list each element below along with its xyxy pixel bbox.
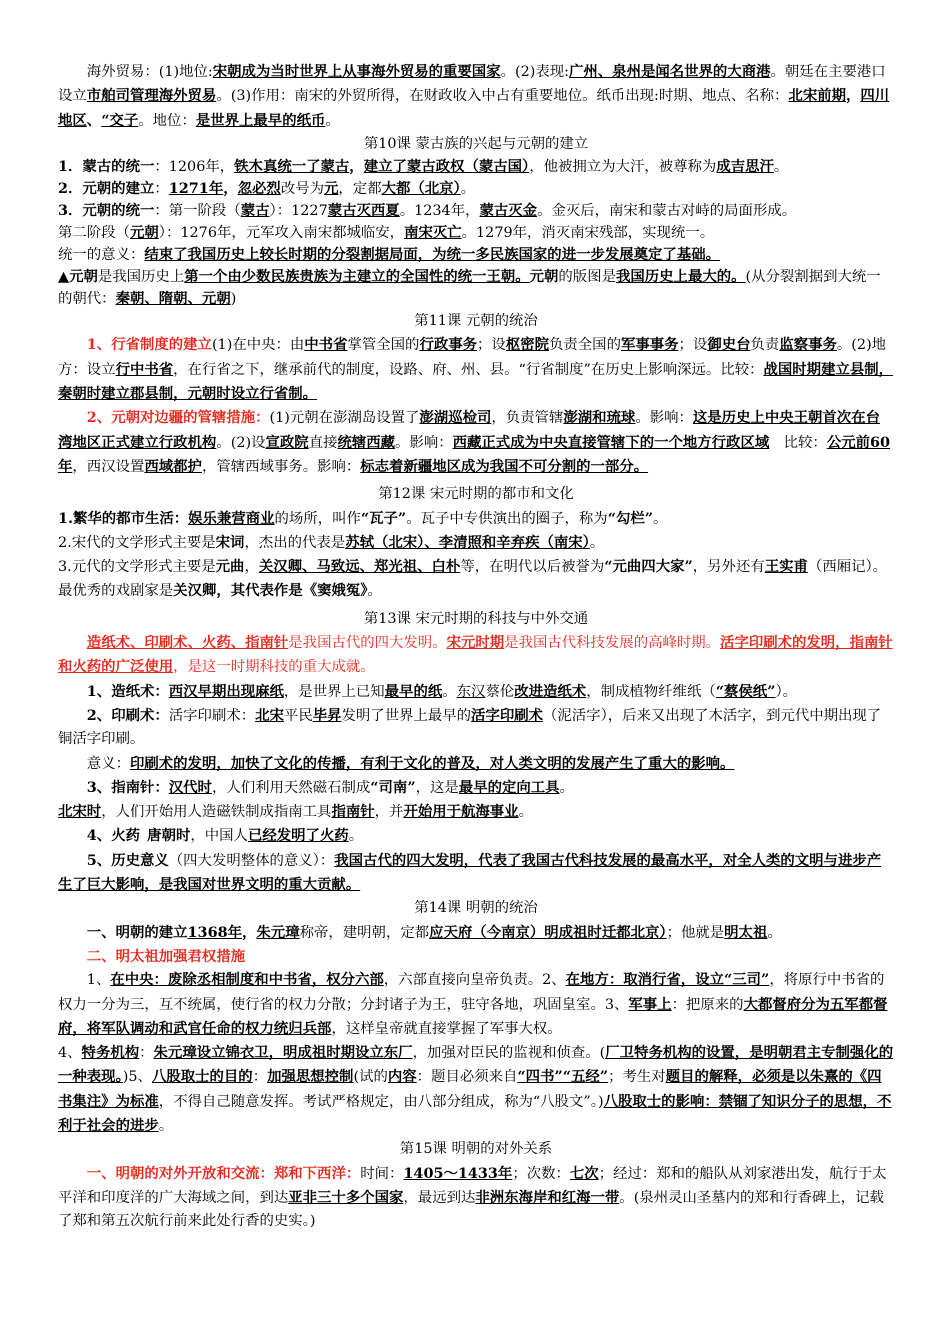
text: 发明了世界上最早的 xyxy=(341,707,472,724)
text: “瓦子” xyxy=(360,509,407,527)
text: 。1279年，消灭南宋残部，实现统一。 xyxy=(461,225,715,242)
text: ，在行省之下，继承前代的制度，设路、府、州、县。“行省制度”在历史上影响深远。比较： xyxy=(173,361,764,378)
text: 是我国古代的四大发明。 xyxy=(288,635,447,652)
text: 蒙古灭西夏 xyxy=(327,202,400,220)
text: 宣政院 xyxy=(265,433,309,451)
text: 。 xyxy=(367,583,382,600)
text: (1)在中央：由 xyxy=(211,337,305,354)
paragraph-city-life xyxy=(58,507,894,531)
text: 中书省 xyxy=(304,336,348,354)
text: 的版图是 xyxy=(558,269,616,286)
text: 活字印刷术： xyxy=(168,707,256,724)
text: “元曲四大家” xyxy=(604,558,693,576)
text: 厂卫特务机构的设置，是明朝君主专制强化的一种表现。 xyxy=(58,1044,894,1086)
text: 元曲 xyxy=(215,558,245,576)
section-heading-emperor-power: 二、明太祖加强君权措施 xyxy=(86,947,246,965)
text: 。 xyxy=(653,510,668,527)
text: 。(泉州灵山圣墓内的郑和行香碑上，记载了郑和第五次航行前来此处行香的史实。) xyxy=(58,1189,884,1230)
text: 毕昇 xyxy=(312,706,342,724)
text: 关汉卿、马致远、郑光祖、白朴 xyxy=(258,558,461,576)
text: 澎湖和琉球 xyxy=(563,409,636,427)
text: 、 xyxy=(86,111,102,129)
text: 。(2)设 xyxy=(216,434,266,451)
lesson-10-title: 第10课 蒙古族的兴起与元朝的建立 xyxy=(363,135,589,152)
text: ，不得自己随意发挥。考试严格规定，由八部分组成，称为“八股文”。) xyxy=(158,1093,604,1110)
text: 1405～1433年 xyxy=(403,1164,513,1182)
text: ；经过：郑和的船队从刘家港出发，航行于太平洋和印度洋的广大海域之间，到达 xyxy=(58,1165,887,1206)
paragraph-sea-trade xyxy=(58,60,894,133)
paragraph-second-stage xyxy=(58,222,894,244)
text: 。 xyxy=(767,924,782,941)
text: 3、指南针： xyxy=(86,778,169,796)
paragraph-province-system xyxy=(58,333,894,406)
text: 蒙古灭金 xyxy=(479,202,538,220)
text: 蔡伦 xyxy=(485,683,515,700)
text: ；设 xyxy=(678,337,708,354)
text: 在中央： xyxy=(110,971,168,989)
text: ， xyxy=(244,559,259,576)
text: 澎湖巡检司 xyxy=(419,409,492,427)
text: 应天府（今南京）明成祖时迁都北京） xyxy=(429,923,667,941)
text: 负责 xyxy=(750,337,780,354)
text: 王实甫 xyxy=(764,558,808,576)
text: 市舶司管理海外贸易 xyxy=(86,87,217,105)
lesson-15-title: 第15课 明朝的对外关系 xyxy=(399,1141,553,1158)
text: 第二阶段（ xyxy=(58,225,130,242)
text: 1271年 xyxy=(168,180,224,198)
text: “蔡侯纸” xyxy=(715,682,776,700)
text: 宋元时期 xyxy=(446,634,505,652)
text: 在地方： xyxy=(565,971,624,989)
text: 。影响： xyxy=(395,434,453,451)
text: ）。 xyxy=(775,683,798,700)
text: 。 xyxy=(442,683,457,700)
text: 苏轼（北宋）、李清照和辛弃疾（南宋） xyxy=(345,533,590,551)
paragraph-compass xyxy=(58,776,894,800)
text: ： xyxy=(252,1069,268,1086)
text: 。朝廷在主要港口设立 xyxy=(58,64,886,105)
text: ：第一阶段（ xyxy=(154,203,241,220)
text: ；次数： xyxy=(512,1165,570,1182)
text: ：1206年， xyxy=(154,159,235,176)
text: 行中书省 xyxy=(115,360,174,378)
lesson-11-title: 第11课 元朝的统治 xyxy=(414,313,538,330)
text: 是我国历史上 xyxy=(97,269,185,286)
text: 四川地区 xyxy=(58,87,890,129)
text: 最早的纸 xyxy=(384,682,443,700)
text: ，是世界上已知 xyxy=(283,683,385,700)
text: ： xyxy=(139,1045,154,1062)
text: 广州、泉州是闻名世界的大商港 xyxy=(569,63,771,80)
text: 海外贸易：(1)地位: xyxy=(86,64,213,80)
text: 元朝 xyxy=(129,224,159,242)
text: 。 xyxy=(348,828,364,845)
text: 铁木真统一了蒙古 xyxy=(234,158,350,176)
text: 宋朝成为当时世界上从事海外贸易的重要国家 xyxy=(212,63,501,80)
text: 加强思想控制 xyxy=(267,1068,354,1086)
paragraph-gunpowder xyxy=(58,824,894,848)
text: 。 xyxy=(518,804,533,821)
text: 废除丞相制度和中书省，权分六部 xyxy=(167,971,384,989)
text: 禁锢了知识分子的思想，不利于社会的进步 xyxy=(58,1092,892,1134)
text: ；他就是 xyxy=(666,924,725,941)
paragraph-paper xyxy=(58,680,894,704)
text: ) xyxy=(230,291,237,308)
text: 。 xyxy=(158,1117,174,1134)
text: 军事事务 xyxy=(620,336,679,354)
text: 开始用于航海事业 xyxy=(403,803,519,821)
text: )5、 xyxy=(122,1069,152,1086)
text: 大都督府分为五军都督府，将军队调动和武官任命的权力统归兵部 xyxy=(58,995,888,1037)
text: ，西汉设置 xyxy=(72,458,145,475)
text: 。(2)表现: xyxy=(500,64,569,80)
text: 。地位： xyxy=(138,112,196,129)
text: 。(2)地方：设立 xyxy=(58,337,887,378)
text: 一、明朝的对外开放和交流：郑和下西洋： xyxy=(86,1164,361,1182)
text: (试的 xyxy=(353,1069,388,1086)
text: 一、明朝的建立 xyxy=(86,923,188,941)
text: 是我国古代科技发展的高峰时期。 xyxy=(504,635,721,652)
text: 。瓦子中专供演出的圈子，称为 xyxy=(406,510,608,527)
paragraph-four-inventions xyxy=(58,631,894,680)
text: “交子 xyxy=(101,111,139,129)
text: ，这是 xyxy=(415,779,459,796)
text: 蒙古 xyxy=(240,202,270,220)
paragraph-yuan-literature xyxy=(58,555,894,604)
text: 3.元代的文学形式主要是 xyxy=(58,559,216,576)
paragraph-ming-founding xyxy=(58,921,894,945)
text: 汉代时 xyxy=(168,778,212,796)
text: ，定都 xyxy=(338,181,382,198)
text: 内容 xyxy=(387,1068,417,1086)
text: 公元前60年 xyxy=(58,433,891,475)
text: ，并 xyxy=(374,804,404,821)
paragraph-yuan-dynasty xyxy=(58,266,894,310)
text: “勾栏” xyxy=(607,509,654,527)
paragraph-frontier xyxy=(58,406,894,479)
text: 负责全国的 xyxy=(549,337,621,354)
text: ，另外还有 xyxy=(692,559,765,576)
lesson-14-title: 第14课 明朝的统治 xyxy=(414,900,538,917)
text: 七次 xyxy=(569,1164,599,1182)
paragraph-printing xyxy=(58,704,894,752)
text: ，六部直接向皇帝负责。2、 xyxy=(383,972,566,989)
text: 成吉思汗 xyxy=(716,158,774,176)
paragraph-central-power xyxy=(58,968,894,1041)
text: （泥活字），后来又出现了木活字，到元代中期出现了铜活字印刷。 xyxy=(58,707,882,748)
text: 结束了我国历史上较长时期的分裂割据局面，为统一多民族国家的进一步发展奠定了基础。 xyxy=(144,246,720,264)
text: 2、印刷术： xyxy=(86,706,169,724)
text: 秦朝、隋朝、元朝 xyxy=(115,290,231,308)
text: ，负责管辖 xyxy=(491,410,564,427)
text: 5、历史意义 xyxy=(86,851,169,869)
text: 的场所，叫作 xyxy=(274,510,361,527)
text: 宋词 xyxy=(215,533,245,551)
text: 平民 xyxy=(283,707,313,724)
text: 时间： xyxy=(360,1165,404,1182)
text: 活字印刷术的发明，指南针和火药的广泛使用 xyxy=(58,634,893,676)
text: 。影响： xyxy=(635,410,693,427)
text: 东汉 xyxy=(456,683,486,700)
text: 北宋时 xyxy=(58,803,102,821)
text: ；设 xyxy=(477,337,506,354)
text: ， xyxy=(846,87,861,105)
text: 。金灭后，南宋和蒙古对峙的局面形成。 xyxy=(537,203,797,220)
text: ，中国人 xyxy=(190,828,248,845)
text: 1、行省制度的建立 xyxy=(86,336,212,354)
text: 。 xyxy=(460,181,476,198)
text: 改进造纸术 xyxy=(514,682,587,700)
text: ，杰出的代表是 xyxy=(244,534,346,551)
text: (从分裂割据到大统一的朝代： xyxy=(58,269,881,308)
text: 是世界上最早的纸币 xyxy=(195,111,326,129)
text: 西域都护 xyxy=(144,457,202,475)
text: 大都（北京） xyxy=(381,180,461,198)
text: 。1234年， xyxy=(399,203,480,220)
text: 我国历史上最大的。 xyxy=(615,268,746,286)
text: 元朝 xyxy=(529,268,559,286)
text: ，管辖西域事务。影响： xyxy=(201,458,361,475)
text: 《窦娥冤》 xyxy=(302,582,368,600)
text: 亚非三十多个国家 xyxy=(288,1188,404,1206)
text: ；考生对 xyxy=(608,1069,666,1086)
text: 1、 xyxy=(86,972,111,989)
text: 特务机构 xyxy=(81,1044,140,1062)
text: 印刷术的发明，加快了文化的传播，有利于文化的普及，对人类文明的发展产生了重大的影响。 xyxy=(129,754,735,772)
text: 监察事务 xyxy=(779,336,837,354)
text: 娱乐兼营商业 xyxy=(188,509,275,527)
text: 最早的定向工具 xyxy=(458,778,560,796)
text: ：题目必须来自 xyxy=(416,1069,518,1086)
text: 战国时期建立县制，秦朝时建立郡县制，元朝时设立行省制。 xyxy=(58,360,894,403)
text: 南宋灭亡 xyxy=(404,224,462,242)
text: 北宋前期 xyxy=(788,87,846,105)
text: 明太祖 xyxy=(724,923,768,941)
text: 1、造纸术： xyxy=(86,682,169,700)
paragraph-yuan-founding xyxy=(58,178,894,200)
text: 比较： xyxy=(783,434,827,451)
text: 。 xyxy=(773,159,789,176)
text: 非洲东海岸和红海一带 xyxy=(475,1188,620,1206)
text: 朱元璋设立锦衣卫，明成祖时期设立东厂 xyxy=(153,1044,413,1062)
text: 八股取士的影响： xyxy=(603,1092,719,1110)
text: ，加强对臣民的监视和侦查。( xyxy=(412,1045,606,1062)
paragraph-song-literature xyxy=(58,531,894,555)
paragraph-yuan-unify xyxy=(58,200,894,222)
paragraph-zheng-he xyxy=(58,1162,894,1234)
text: ，最远到达 xyxy=(403,1189,476,1206)
text: 。 xyxy=(325,112,340,129)
text: 唐朝时 xyxy=(147,827,191,845)
text: 1368年 xyxy=(187,923,242,941)
text: 直接 xyxy=(308,434,338,451)
text: 行政事务 xyxy=(419,336,478,354)
text: “司南” xyxy=(370,778,416,796)
lesson-13-title: 第13课 宋元时期的科技与中外交通 xyxy=(363,610,589,627)
text: 造纸术、印刷术、火药、指南针 xyxy=(86,634,289,652)
text: 元 xyxy=(324,180,339,198)
text: ： xyxy=(154,181,169,198)
text: 这是历史上中央王朝首次在台湾地区正式建立行政机构 xyxy=(58,409,880,451)
text: “四书”“五经” xyxy=(517,1068,609,1086)
text: 2.宋代的文学形式主要是 xyxy=(58,534,216,551)
text: ， xyxy=(242,923,257,941)
text: (1)元朝在澎湖岛设置了 xyxy=(269,410,420,427)
text: ，这样皇帝就直接掌握了军事大权。 xyxy=(331,1020,562,1037)
paragraph-unify-meaning xyxy=(58,244,894,266)
text: （四大发明整体的意义）： xyxy=(168,852,335,869)
text: 题目的解释，必须是以朱熹的《四书集注》为标准 xyxy=(58,1068,882,1110)
paragraph-secret-police xyxy=(58,1041,894,1138)
text: ，制成植物纤维纸（ xyxy=(586,683,716,700)
text: 标志着新疆地区成为我国不可分割的一部分。 xyxy=(360,457,649,475)
document-body xyxy=(58,60,894,1233)
text: 3．元朝的统一 xyxy=(58,202,155,220)
text: ，他被拥立为大汗，被尊称为 xyxy=(529,159,717,176)
text: ▲元朝 xyxy=(58,268,98,286)
text: 已经发明了火药 xyxy=(247,827,349,845)
text: ）：1227 xyxy=(269,203,328,220)
paragraph-compass-song xyxy=(58,800,894,824)
paragraph-history-meaning xyxy=(58,849,894,898)
text: 第一个由少数民族贵族为主建立的全国性的统一王朝。 xyxy=(184,268,530,286)
text: ）：1276年，元军攻入南宋都城临安， xyxy=(158,225,405,242)
text: 意义： xyxy=(86,755,130,772)
text: 北宋 xyxy=(255,706,284,724)
text: 掌管全国的 xyxy=(347,337,420,354)
text: ，是这一时期科技的重大成就。 xyxy=(173,659,375,676)
lesson-12-title: 第12课 宋元时期的都市和文化 xyxy=(378,486,574,503)
text: 。 xyxy=(559,779,574,796)
text: 取消行省，设立“三司” xyxy=(623,971,770,989)
text: ， xyxy=(223,180,238,198)
text: 1.繁华的都市生活： xyxy=(58,509,189,527)
text: 八股取士的目的 xyxy=(151,1068,253,1086)
text: 统一的意义： xyxy=(58,247,145,264)
text: 活字印刷术 xyxy=(471,706,544,724)
text: 统辖西藏 xyxy=(337,433,396,451)
text: ，人们利用天然磁石制成 xyxy=(211,779,371,796)
text: ， xyxy=(349,158,364,176)
text: 指南针 xyxy=(331,803,375,821)
text: 军事上 xyxy=(628,995,672,1013)
text: 2、元朝对边疆的管辖措施： xyxy=(86,409,270,427)
text: 忽必烈 xyxy=(237,180,281,198)
text: 关汉卿 xyxy=(173,582,217,600)
text: ，将原行中书省的权力一分为三，互不统属，使行省的权力分散；分封诸子为王，驻守各地，巩固皇室。3、 xyxy=(58,972,885,1013)
text: 1．蒙古的统一 xyxy=(58,158,155,176)
text: 改号为 xyxy=(280,181,324,198)
text: （西厢记）。最优秀的戏剧家是 xyxy=(58,559,888,600)
text: 4、火药 xyxy=(86,827,140,845)
text: 枢密院 xyxy=(505,336,549,354)
text: 御史台 xyxy=(707,336,751,354)
text: 4、 xyxy=(58,1045,82,1062)
text: 。 xyxy=(589,534,605,551)
text: 我国古代的四大发明，代表了我国古代科技发展的最高水平，对全人类的文明与进步产生了巨大影响，是我国对世界文明的重大贡献。 xyxy=(58,851,882,894)
text: 朱元璋 xyxy=(256,923,300,941)
paragraph-mongol-unify xyxy=(58,156,894,178)
text: 西汉早期出现麻纸 xyxy=(168,682,284,700)
text: ：把原来的 xyxy=(671,996,744,1013)
text: 等，在明代以后被誉为 xyxy=(460,559,605,576)
text: 建立了蒙古政权（蒙古国） xyxy=(363,158,530,176)
paragraph-printing-meaning xyxy=(58,752,894,776)
text: ，其代表作是 xyxy=(216,582,303,600)
text: 称帝，建明朝，定都 xyxy=(299,924,430,941)
text: 2．元朝的建立 xyxy=(58,180,155,198)
text: 西藏正式成为中央直接管辖下的一个地方行政区域 xyxy=(452,433,770,451)
text: ，人们开始用人造磁铁制成指南工具 xyxy=(101,804,332,821)
text: 。(3)作用：南宋的外贸所得，在财政收入中占有重要地位。纸币出现:时期、地点、名称： xyxy=(216,88,789,105)
